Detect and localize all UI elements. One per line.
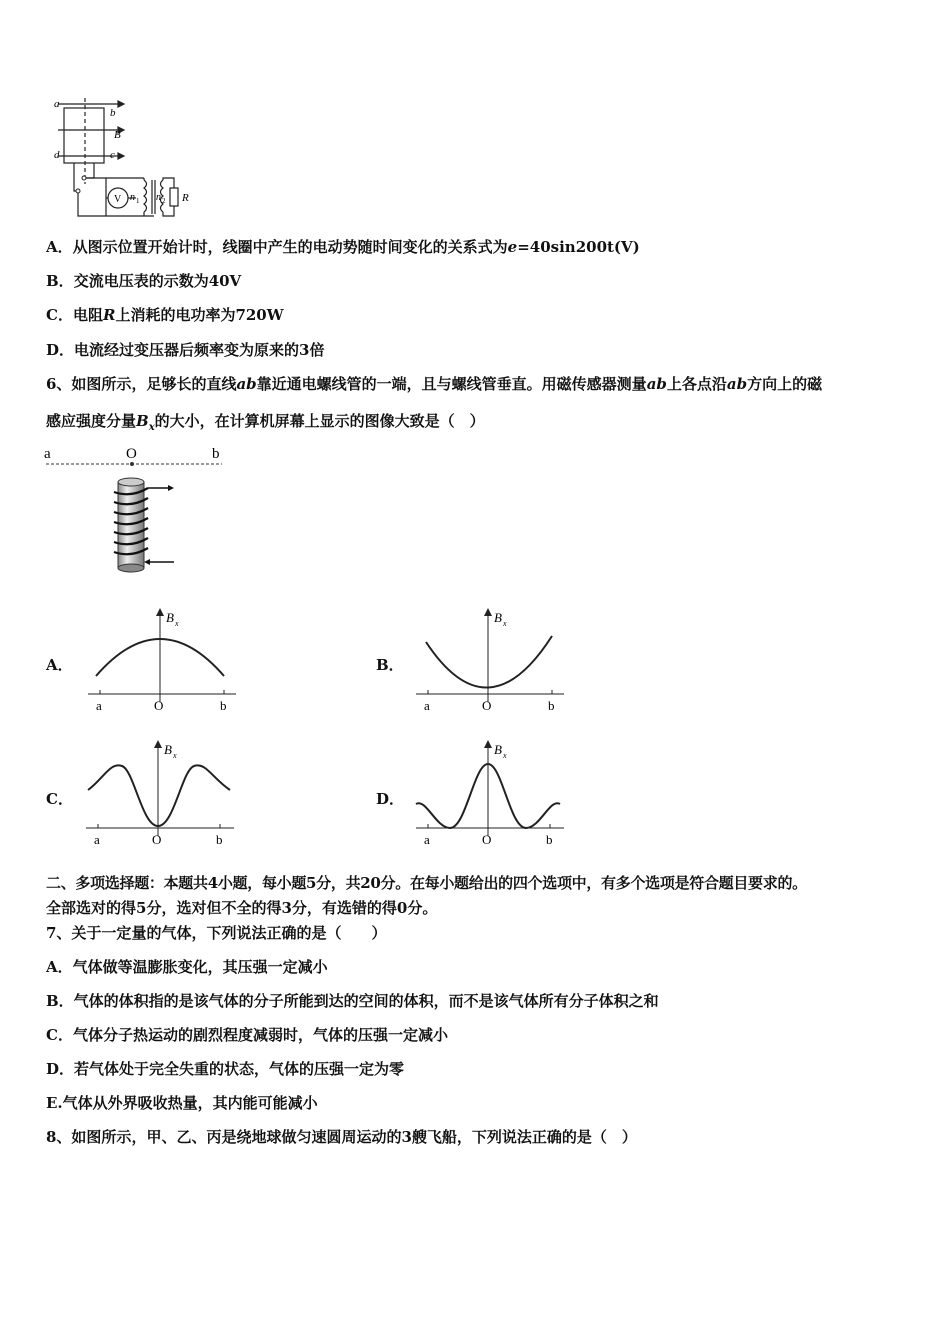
primary-turns-label: n — [130, 192, 135, 203]
graph-d-tick-a: a — [424, 832, 430, 847]
graph-option-d-label: D． — [376, 790, 405, 808]
coil-label-d: d — [54, 149, 60, 161]
graph-c-ysub: x — [173, 751, 177, 760]
q7-option-a: A．气体做等温膨胀变化，其压强一定减小 — [46, 958, 328, 976]
line-label-b: b — [212, 446, 220, 462]
graph-a-ylabel: B — [166, 610, 174, 625]
q8-stem: 8、如图所示，甲、乙、丙是绕地球做匀速圆周运动的3艘飞船，下列说法正确的是（ ） — [46, 1128, 637, 1146]
graph-option-c-label: C． — [46, 790, 73, 808]
graph-c-ylabel: B — [164, 742, 172, 757]
q7-option-c: C．气体分子热运动的剧烈程度减弱时，气体的压强一定减小 — [46, 1026, 448, 1044]
generator-transformer-figure — [44, 96, 204, 221]
secondary-turns-label: n — [156, 192, 161, 203]
q7-option-b: B．气体的体积指的是该气体的分子所能到达的空间的体积，而不是该气体所有分子体积之和 — [46, 992, 659, 1010]
coil-label-a: a — [54, 98, 60, 110]
q6-stem-line2: 感应强度分量$B_x$的大小，在计算机屏幕上显示的图像大致是（ ） — [46, 412, 485, 433]
q5-option-b: B．交流电压表的示数为40V — [46, 272, 242, 290]
graph-d — [414, 738, 574, 850]
graph-c-tick-O: O — [152, 832, 162, 847]
line-label-a: a — [44, 446, 51, 462]
q7-option-e: E.气体从外界吸收热量，其内能可能减小 — [46, 1094, 318, 1112]
graph-d-tick-b: b — [546, 832, 553, 847]
graph-b-ylabel: B — [494, 610, 502, 625]
q5-option-c: C．电阻R上消耗的电功率为720W — [46, 306, 284, 324]
graph-option-b-label: B． — [376, 656, 404, 674]
graph-c — [84, 738, 244, 850]
solenoid-figure — [40, 442, 230, 574]
q5-option-a: A．从图示位置开始计时，线圈中产生的电动势随时间变化的关系式为e=40sin200t(V) — [46, 238, 640, 256]
graph-b — [414, 606, 574, 718]
q6-stem-line1: 6、如图所示，足够长的直线ab靠近通电螺线管的一端，且与螺线管垂直。用磁传感器测量ab上各点沿ab方向上的磁 — [46, 375, 823, 393]
coil-label-b: b — [110, 107, 116, 119]
graph-a — [86, 606, 246, 718]
q5-option-d: D．电流经过变压器后频率变为原来的3倍 — [46, 341, 325, 359]
primary-turns-sub: 1 — [136, 197, 140, 205]
section2-heading-line1: 二、多项选择题：本题共4小题，每小题5分，共20分。在每小题给出的四个选项中，有多个选项是符合题目要求的。 — [46, 874, 807, 892]
coil-label-c: c — [110, 149, 115, 161]
field-label-B: B — [114, 129, 121, 141]
q7-option-d: D．若气体处于完全失重的状态，气体的压强一定为零 — [46, 1060, 405, 1078]
graph-b-tick-b: b — [548, 698, 555, 713]
q7-stem: 7、关于一定量的气体，下列说法正确的是（ ） — [46, 924, 387, 942]
graph-a-tick-a: a — [96, 698, 102, 713]
graph-a-tick-O: O — [154, 698, 164, 713]
graph-b-tick-O: O — [482, 698, 492, 713]
section2-heading-line2: 全部选对的得5分，选对但不全的得3分，有选错的得0分。 — [46, 899, 438, 917]
graph-b-tick-a: a — [424, 698, 430, 713]
graph-c-tick-a: a — [94, 832, 100, 847]
resistor-label: R — [182, 192, 189, 204]
graph-option-a-label: A． — [46, 656, 73, 674]
graph-a-ysub: x — [175, 619, 179, 628]
graph-a-tick-b: b — [220, 698, 227, 713]
voltmeter-label: V — [114, 194, 122, 205]
graph-d-ylabel: B — [494, 742, 502, 757]
graph-d-ysub: x — [503, 751, 507, 760]
graph-d-tick-O: O — [482, 832, 492, 847]
line-label-O: O — [126, 446, 137, 462]
graph-c-tick-b: b — [216, 832, 223, 847]
secondary-turns-sub: 2 — [162, 197, 166, 205]
graph-b-ysub: x — [503, 619, 507, 628]
